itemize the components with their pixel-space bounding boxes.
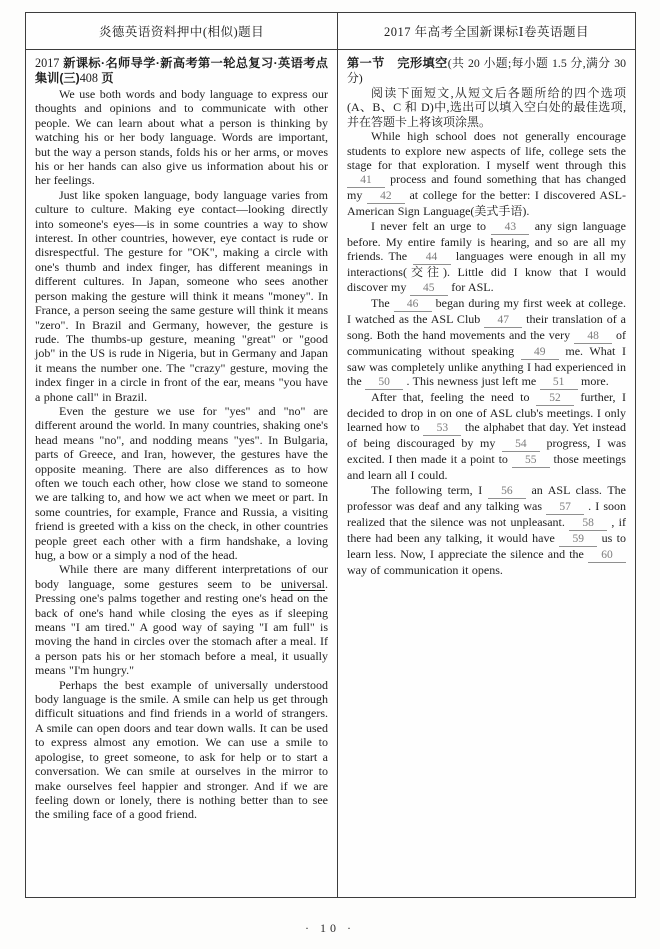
cloze-paragraph: The following term, I 56 an ASL class. The professor was deaf and any talking was 57 . I soon realized that the silence was not unpleasant. 58 , if there had been any talking, it would have 59 us to learn less. Now, I appreciate the silence and the 60 way of communication it opens. [347,482,627,577]
cloze-blank-46: 46 [394,299,432,312]
cloze-blank-50: 50 [365,377,403,390]
cloze-blank-53: 53 [423,423,461,436]
cloze-paragraph: The 46 began during my first week at college. I watched as the ASL Club 47 their translation of a song. Both the hand movements and the very 48 of communicating without speaking 49 me. What I saw was completely unlike anything I had experienced in the 50 . This newness just left me 51 more. [347,295,627,389]
cloze-blank-51: 51 [540,377,578,390]
table-body-row [26,50,635,897]
right-column-cell [338,50,635,897]
cloze-blank-52: 52 [536,393,574,406]
heading-bold-segment: 新课标·名师导学·新高考第一轮总复习·英语考点集训(三) [35,56,328,85]
cloze-paragraph: I never felt an urge to 43 any sign language before. My entire family is hearing, and so are all my friends. The 44 languages were enough in all my interactions(交往). Little did I know that I would discover my 45 for ASL. [347,218,626,294]
left-column-cell [26,50,338,897]
cloze-blank-43: 43 [491,222,529,235]
cloze-blank-57: 57 [546,502,584,515]
underlined-word: universal [281,576,325,591]
cloze-paragraph: While high school does not generally encourage students to explore new aspects of life, college sets the stage for that exploration. I myself went through this 41 process and found something that has changed my 42 at college for the better: I discovered ASL-American Sign Language(美式手语). [347,129,626,219]
section-heading [347,56,626,86]
heading-number-segment: 2017 [35,56,64,70]
passage-paragraph: Perhaps the best example of universally understood body language is the smile. A smile can help us get through difficult situations and find friends in a world of strangers. A smile can open doors and tear down walls. It can be used to express almost any emotion. We can use a smile to apologise, to greet someone, to ask for help or to start a conversation. We can smile at ourselves in the mirror to make ourselves feel happier and stronger. And if we are feeling down or lonely, there is nothing better than to see the smiling face of a good friend. [35,677,328,822]
cloze-blank-55: 55 [512,455,550,468]
passage-paragraph: We use both words and body language to express our thoughts and opinions and to communicate with other people. We can learn about what a person is thinking by watching his or her body language. Words are important, but the way a person stands, folds his or her arms, or moves his or her hands can also give us information about his or her feelings. [35,87,328,188]
passage-paragraph: Just like spoken language, body language varies from culture to culture. Making eye contact—looking directly into someone's eyes—is in some countries a way to show interest. In other countries, however, eye contact is rude or disrespectful. The gesture for "OK", making a circle with one's thumb and index finger, has different meanings in different cultures. In Japan, someone who sees another person making the gesture will think it means "money". In France, a person seeing the same gesture will think it means "zero". In Brazil and Germany, however, the gesture is rude. The thumbs-up gesture, meaning "great" or "good job" in the US is rude in Nigeria, but in Germany and Japan it means the number one. The "crazy" gesture, moving the index finger in a circle in front of the ear, means "you have a phone call" in Brazil. [35,187,328,404]
cloze-paragraph: After that, feeling the need to 52 further, I decided to drop in on one of ASL club's meetings. I only learned how to 53 the alphabet that day. Yet instead of being discouraged by my 54 progress, I was excited. I then made it a point to 55 those meetings and learn all I could. [347,390,627,483]
cloze-blank-42: 42 [367,191,405,204]
heading-number-segment: 408 [79,71,102,85]
left-passage [35,87,328,822]
passage-paragraph: Even the gesture we use for "yes" and "no" are different around the world. In many countries, shaking one's head means "no", and nodding means "yes". In Bulgaria, parts of Greece, and Iran, however, the gestures have the opposite meaning. There are also differences as to how often we touch each other, how close we stand to someone we are talking to, and how we act when we meet or part. In some countries, for example, France and Russia, a visiting friend is greeted with a kiss on the check, in other countries people greet each other with a firm handshake, a loving hug, a bow or a simply a nod of the head. [35,403,328,562]
cloze-blank-45: 45 [410,283,448,296]
cloze-instruction: 阅读下面短文,从短文后各题所给的四个选项(A、B、C 和 D)中,选出可以填入空白处的最佳选项,并在答题卡上将该项涂黑。 [347,86,626,129]
header-right-title: 2017 年高考全国新课标Ⅰ卷英语题目 [383,25,590,39]
section-title-note: (共 20 小题;每小题 1.5 分,满分 30 分) [347,56,627,85]
right-passage [347,129,626,577]
cloze-blank-41: 41 [347,175,385,188]
cloze-blank-54: 54 [502,439,540,452]
heading-bold-segment: 页 [101,71,114,85]
cloze-blank-59: 59 [559,534,597,547]
page-number: · 10 · [305,921,355,935]
section-title: 第一节 完形填空 [347,56,448,70]
cloze-blank-44: 44 [413,252,451,265]
cloze-blank-58: 58 [569,518,607,531]
passage-paragraph: While there are many different interpretations of our body language, some gestures seem to be universal. Pressing one's palms together and resting one's head on the back of one's hand while closing the eyes as if sleeping means "I am tired." A good way of saying "I am full" is moving the hand in circles over the stomach after a meal. If a person pats his or her stomach before a meal, it usually means "I'm hungry." [35,562,328,678]
cloze-blank-48: 48 [574,331,612,344]
table-header-row [26,13,635,50]
comparison-table [25,12,636,898]
header-left-title: 炎德英语资料押中(相似)题目 [26,13,338,49]
left-heading [35,56,328,86]
cloze-blank-49: 49 [521,347,559,360]
cloze-blank-56: 56 [488,486,526,499]
cloze-blank-47: 47 [484,315,522,328]
cloze-blank-60: 60 [588,550,626,563]
